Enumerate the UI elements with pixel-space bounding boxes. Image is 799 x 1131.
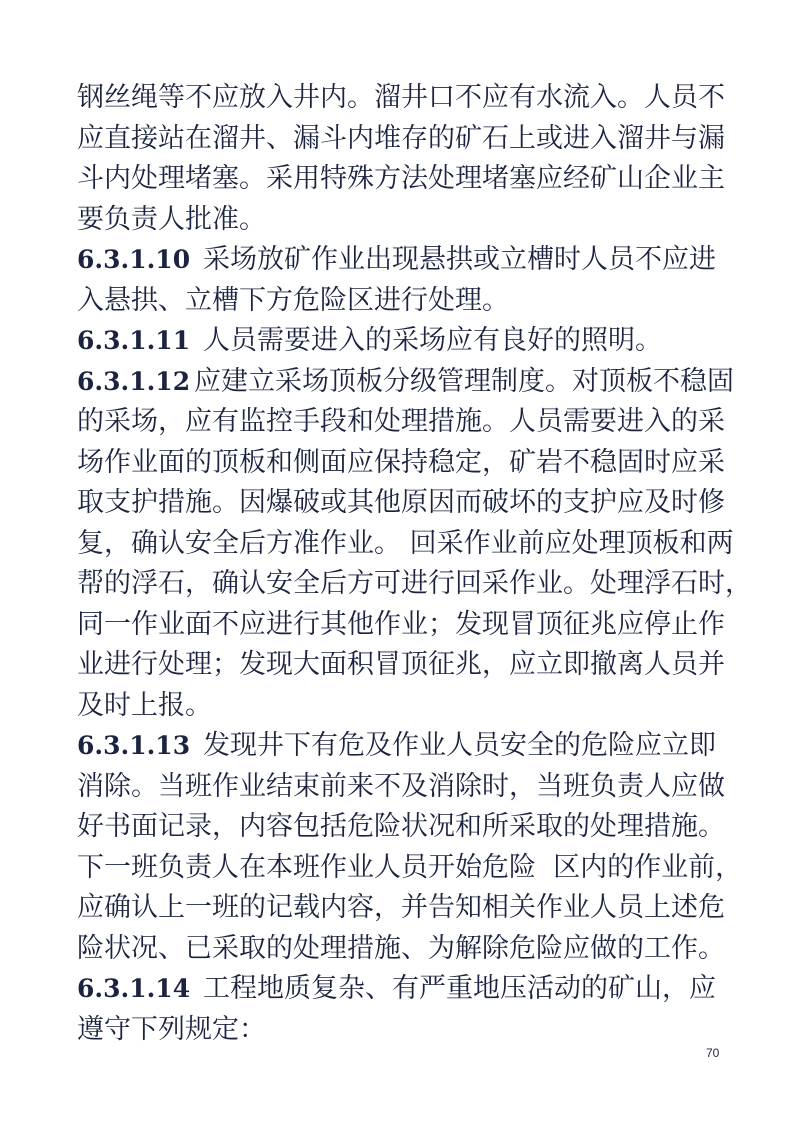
clause-6-3-1-10 xyxy=(77,240,727,281)
clause-number: 6.3.1.10 xyxy=(77,245,191,274)
clause-6-3-1-11 xyxy=(77,321,727,362)
text-line: 好书面记录，内容包括危险状况和所采取的处理措施。 xyxy=(77,811,725,842)
clause-text: 发现井下有危及作业人员安全的危险应立即 xyxy=(203,730,716,761)
text-line: 入悬拱、立槽下方危险区进行处理。 xyxy=(77,284,509,316)
text-line: 业进行处理；发现大面积冒顶征兆，应立即撤离人员并 xyxy=(77,649,725,680)
text-line: 应直接站在溜井、漏斗内堆存的矿石上或进入溜井与漏 xyxy=(77,122,725,154)
clause-number: 6.3.1.13 xyxy=(77,731,191,760)
text-line: 下一班负责人在本班作业人员开始危险 区内的作业前， xyxy=(77,851,743,883)
text-line: 取支护措施。因爆破或其他原因而破坏的支护应及时修 xyxy=(77,487,725,518)
text-line: 遵守下列规定： xyxy=(77,1013,266,1045)
page-number: 70 xyxy=(706,1046,720,1060)
text-line: 消除。当班作业结束前来不及消除时，当班负责人应做 xyxy=(77,770,725,802)
clause-6-3-1-12 xyxy=(77,362,734,403)
clause-text: 人员需要进入的采场应有良好的照明。 xyxy=(203,325,662,356)
clause-number: 6.3.1.11 xyxy=(77,326,191,355)
clause-text: 采场放矿作业出现悬拱或立槽时人员不应进 xyxy=(203,244,716,275)
text-line: 应确认上一班的记载内容，并告知相关作业人员上述危 xyxy=(77,892,725,923)
text-line: 钢丝绳等不应放入井内。溜井口不应有水流入。人员不 xyxy=(77,82,725,113)
text-line: 的采场，应有监控手段和处理措施。人员需要进入的采 xyxy=(77,406,725,437)
clause-text: 应建立采场顶板分级管理制度。对顶板不稳固 xyxy=(194,365,734,397)
text-line: 场作业面的顶板和侧面应保持稳定，矿岩不稳固时应采 xyxy=(77,446,725,478)
text-line: 同一作业面不应进行其他作业；发现冒顶征兆应停止作 xyxy=(77,608,725,640)
clause-6-3-1-13 xyxy=(77,726,727,767)
clause-number: 6.3.1.12 xyxy=(77,366,191,396)
text-line: 帮的浮石，确认安全后方可进行回采作业。处理浮石时， xyxy=(77,568,752,599)
clause-6-3-1-14 xyxy=(77,969,727,1010)
text-line: 及时上报。 xyxy=(77,689,212,721)
text-line: 险状况、已采取的处理措施、为解除危险应做的工作。 xyxy=(77,932,725,964)
clause-number: 6.3.1.14 xyxy=(77,974,191,1003)
text-line: 复，确认安全后方准作业。 回采作业前应处理顶板和两 xyxy=(77,527,734,559)
text-line: 要负责人批准。 xyxy=(77,203,266,235)
document-body xyxy=(77,78,752,1050)
clause-text: 工程地质复杂、有严重地压活动的矿山，应 xyxy=(203,973,716,1004)
text-line: 斗内处理堵塞。采用特殊方法处理堵塞应经矿山企业主 xyxy=(77,163,725,194)
